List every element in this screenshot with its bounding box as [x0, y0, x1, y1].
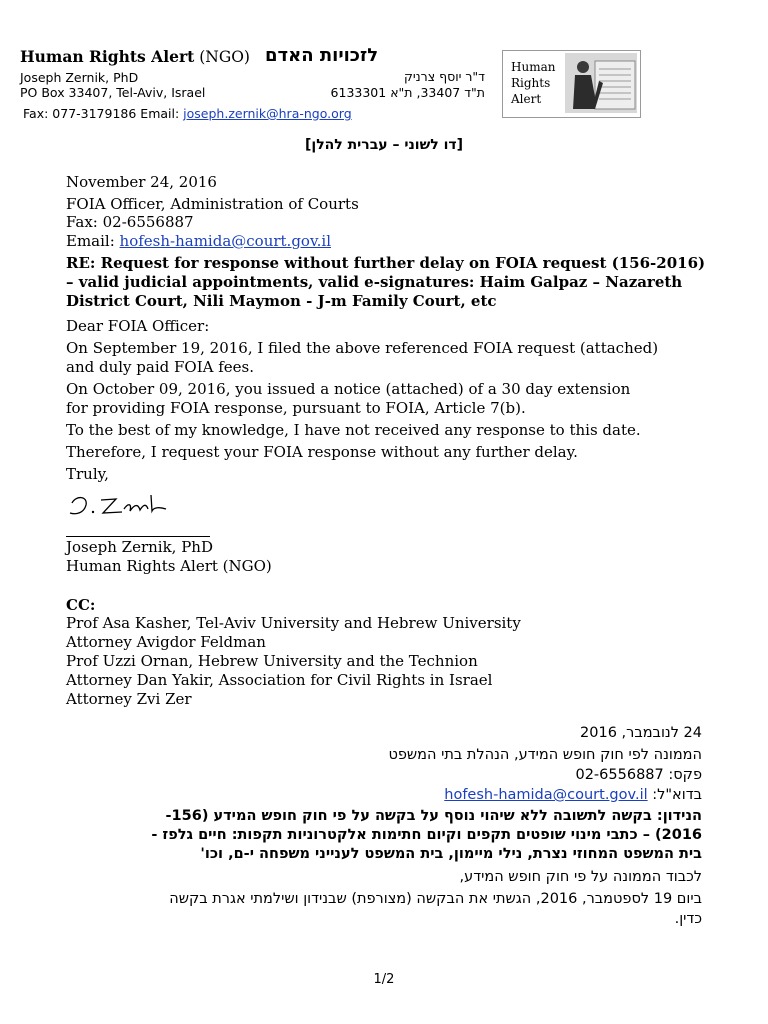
hebrew-subject-line: בית המשפט המחוזי נצרת, נילי מיימון, בית המשפט לענייני משפחה י-ם, וכו': [200, 846, 702, 862]
hebrew-email-label: בדוא"ל:: [647, 787, 702, 803]
letterhead-contact-name-hebrew: ד"ר יוסף צרניק: [403, 69, 485, 84]
cc-item: Prof Uzzi Ornan, Hebrew University and the Technion: [66, 652, 478, 670]
hebrew-subject-line: הנידון: בקשה לתשובה ללא שיהוי נוסף על בקשה על פי חוק חופש המידע (156-: [165, 808, 702, 824]
hebrew-paragraph: כדין.: [674, 911, 702, 927]
letter-paragraph: Therefore, I request your FOIA response without any further delay.: [66, 443, 578, 461]
hebrew-fax: פקס: 02-6556887: [575, 767, 702, 783]
hebrew-salutation: לכבוד הממונה על פי חוק חופש המידע,: [459, 869, 702, 885]
logo-text: [511, 59, 555, 107]
letter-date: November 24, 2016: [66, 173, 217, 191]
cc-item: Attorney Dan Yakir, Association for Civil Rights in Israel: [66, 671, 493, 689]
org-name-hebrew: לזכויות האדם: [265, 45, 379, 66]
letter-paragraph: To the best of my knowledge, I have not received any response to this date.: [66, 421, 641, 439]
cc-item: Attorney Avigdor Feldman: [66, 633, 266, 651]
bilingual-note: [דו לשוני – עברית להלן]: [304, 137, 464, 153]
logo-line: Alert: [511, 92, 542, 106]
letterhead-fax-email: [23, 106, 352, 121]
letterhead-email-link[interactable]: joseph.zernik@hra-ngo.org: [183, 106, 352, 121]
letter-paragraph: On October 09, 2016, you issued a notice (attached) of a 30 day extension for providing FOIA response, pursuant to FOIA, Article 7(b).: [66, 380, 631, 417]
logo-line: Human: [511, 60, 556, 74]
page-number: 1/2: [373, 972, 395, 987]
logo-photo-icon: [565, 53, 637, 113]
hebrew-recipient: הממונה לפי חוק חופש המידע, הנהלת בתי המשפט: [388, 747, 702, 763]
signer-org: Human Rights Alert (NGO): [66, 557, 272, 575]
letter-paragraph: On September 19, 2016, I filed the above referenced FOIA request (attached) and duly paid FOIA fees.: [66, 339, 659, 376]
letterhead-fax: Fax: 077-3179186 Email:: [23, 106, 184, 121]
signature-line: [66, 536, 210, 537]
logo-line: Rights: [511, 76, 551, 90]
org-name-suffix: (NGO): [194, 48, 250, 66]
letter-subject: RE: Request for response without further delay on FOIA request (156-2016) – valid judicial appointments, valid e-signatures: Haim Galpaz – Nazareth District Court, Nili Maymon - J-m Family Court, etc: [66, 254, 706, 310]
signature-image: [66, 491, 170, 521]
hebrew-subject-line: 2016) – כתבי מינוי שופטים תקפים וקיום חתימות אלקטרוניות תקפות: חיים גלפז -: [151, 827, 702, 843]
hebrew-email-link[interactable]: hofesh-hamida@court.gov.il: [444, 787, 648, 803]
recipient-email: [66, 232, 331, 251]
signer-name: Joseph Zernik, PhD: [66, 538, 213, 556]
recipient-line: FOIA Officer, Administration of Courts: [66, 195, 359, 213]
hebrew-email: [444, 787, 702, 803]
org-name: [20, 47, 250, 66]
org-name-bold: Human Rights Alert: [20, 47, 195, 66]
letterhead-pobox-hebrew: ת"ד 33407, ת"א 6133301: [330, 85, 485, 100]
hebrew-paragraph: ביום 19 לספטמבר, 2016, הגשתי את הבקשה (מצורפת) שבנידון ושילמתי אגרת בקשה: [169, 891, 702, 907]
org-logo: [502, 50, 641, 118]
recipient-fax: Fax: 02-6556887: [66, 213, 194, 231]
recipient-email-link[interactable]: hofesh-hamida@court.gov.il: [119, 232, 332, 250]
recipient-email-label: Email:: [66, 232, 120, 250]
letter-salutation: Dear FOIA Officer:: [66, 317, 210, 335]
letterhead-pobox: PO Box 33407, Tel-Aviv, Israel: [20, 85, 206, 100]
cc-item: Prof Asa Kasher, Tel-Aviv University and Hebrew University: [66, 614, 521, 632]
cc-label: CC:: [66, 596, 96, 614]
letterhead-contact-name: Joseph Zernik, PhD: [20, 70, 139, 85]
cc-item: Attorney Zvi Zer: [66, 690, 192, 708]
letter-closing: Truly,: [66, 465, 109, 483]
hebrew-date: 24 לנובמבר, 2016: [580, 725, 702, 741]
